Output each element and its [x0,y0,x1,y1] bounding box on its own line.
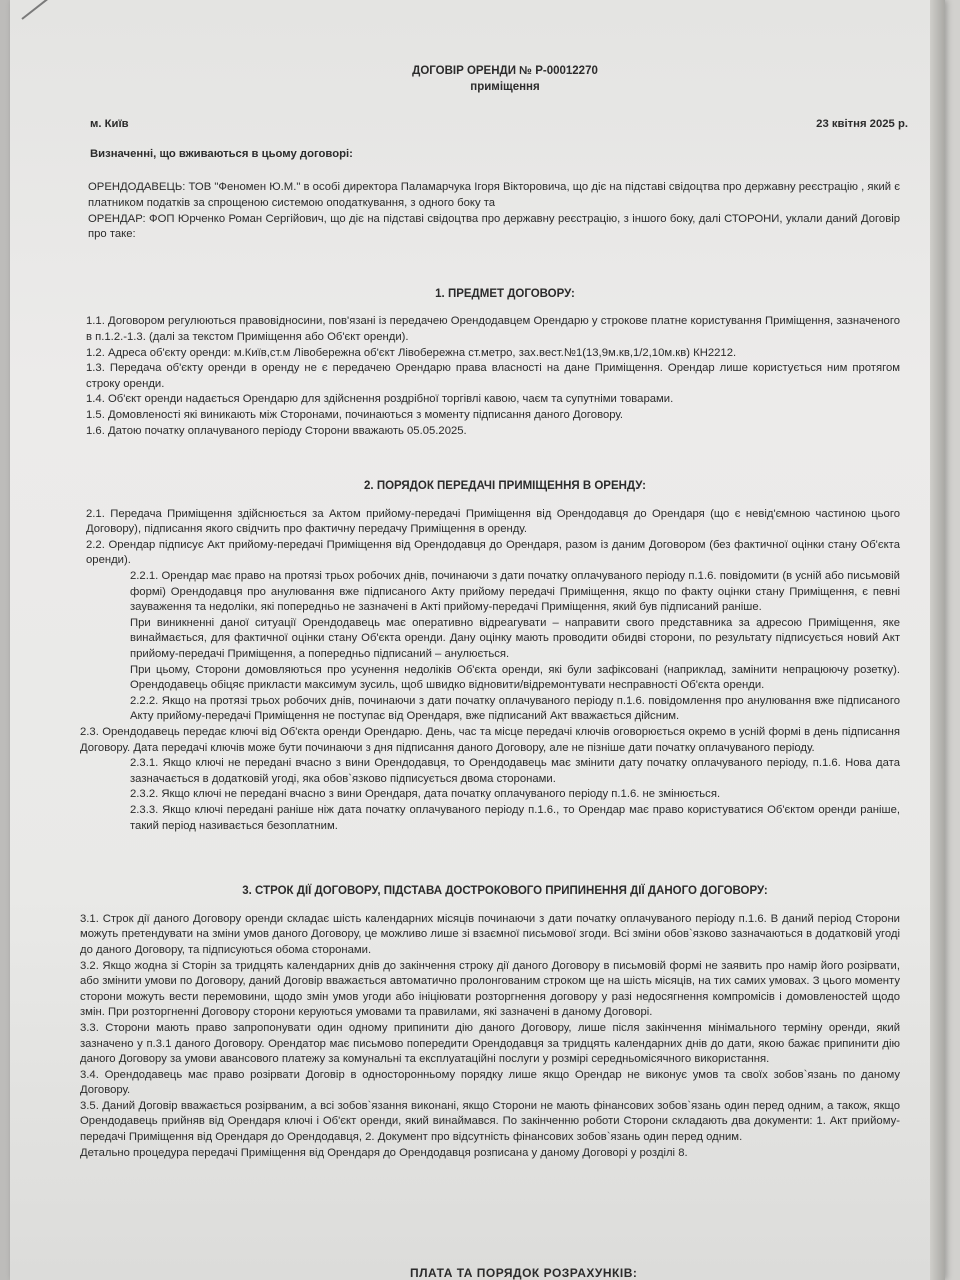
document-title: ДОГОВІР ОРЕНДИ № Р-00012270 [412,65,598,77]
clause-1-1: 1.1. Договором регулюються правовідносини, пов'язані із передачею Орендодавцем Орендарю у строкове платне користування Приміщення, зазначеного в п.1.2.-1.3. (далі за текстом Приміщення або Об'єкт оренди). [86,315,900,343]
clause-2-2-1-note-b: При цьому, Сторони домовляються про усунення недоліків Об'єкта оренди, які були зафіксовані (наприклад, замінити непрацюючу розетку). Орендодавець обіцяє прикласти максимум зусиль, щоб швидко відновити/відремонтувати несправності Об'єкта оренди. [130,663,900,692]
clause-2-2-1-note-a: При виникненні даної ситуації Орендодавець має оперативно відреагувати – направити свого представника за адресою Приміщення, яке винаймається, для фактичної оцінки стану Об'єкта оренди. Дану оцінку мають проводити обидві сторони, по результату підписується новий Акт прийому-передачі Приміщення, а попередньо підписаний – анулюється. [130,616,900,661]
clause-1-2: 1.2. Адреса об'єкту оренди: м.Київ,ст.м Лівобережна об'єкт Лівобережна ст.метро, зах.вест.№1(13,9м.кв,1/2,10м.кв) КН2212. [86,346,737,359]
document-sheet [10,0,945,1280]
section-1-body [70,314,900,439]
clause-2-3-3: 2.3.3. Якщо ключі передані раніше ніж дата початку оплачуваного періоду п.1.6., то Орендар має право користуватися Об'єктом оренди раніше, такий період називається безоплатним. [130,803,900,832]
section-2-keys [70,725,900,756]
clause-3-1: 3.1. Строк дії даного Договору оренди складає шість календарних місяців починаючи з дати початку оплачуваного періоду п.1.6. В даний період Сторони можуть претендувати на зміни умов даного Договору, це можливо лише зі взаємної письмової згоди. Всі зміни обов`язково зазначаються в додатковій угоді до даного Договору, та підписуються обома сторонами. [80,912,900,956]
clause-1-3: 1.3. Передача об'єкту оренди в оренду не є передачею Орендарю права власності на дане Приміщення. Орендар лише користується ним протягом строку оренди. [86,362,900,390]
document-content [70,50,908,1161]
clause-1-4: 1.4. Об'єкт оренди надається Орендарю для здійснення роздрібної торгівлі кавою, чаєм та супутніми товарами. [86,393,674,406]
tenant-paragraph: ОРЕНДАР: ФОП Юрченко Роман Сергійович, що діє на підставі свідоцтва про державну реєстрацію, з іншого боку, далі СТОРОНИ, уклали даний Договір про таке: [88,212,900,241]
clause-1-5: 1.5. Домовленості які виникають між Сторонами, починаються з моменту підписання даного Договору. [86,408,624,421]
clause-2-3: 2.3. Орендодавець передає ключі від Об'єкта оренди Орендарю. День, час та місце передачі ключів оговорюється окремо в усній формі в день підписання Договору. Дата передачі ключів може бути починаючи з дня підписання даного Договору, але не пізніше дати початку оплачуваного періоду. [80,726,900,754]
clause-3-3: 3.3. Сторони мають право запропонувати один одному припинити дію даного Договору, лише після закінчення мінімального терміну оренди, який зазначено у п.3.1 даного Договору. Орендатор має письмово попередити Орендодавця за тридцять календарних днів до дати, якою бажає припинити дію даного Договору за умови авансового платежу за комунальні та експлуатаційні послуги у розмірі середньомісячного використання. [80,1021,900,1066]
definitions-heading: Визначенні, що вживаються в цьому договорі: [90,147,353,160]
section-3-title: 3. СТРОК ДІЇ ДОГОВОРУ, ПІДСТАВА ДОСТРОКОВОГО ПРИПИНЕННЯ ДІЇ ДАНОГО ДОГОВОРУ: [242,885,768,898]
page-edge [930,0,945,1280]
landlord-paragraph: ОРЕНДОДАВЕЦЬ: ТОВ "Феномен Ю.М." в особі директора Паламарчука Ігоря Вікторовича, що діє на підставі свідоцтва про державну реєстрацію , який є платником податків за спрощеною системою оподаткування, з одного боку та [88,181,900,209]
clause-2-2: 2.2. Орендар підписує Акт прийому-передачі Приміщення від Орендодавця до Орендаря, разом із даним Договором (без фактичної оцінки стану Об'єкта оренди). [86,538,900,567]
section-2-keys-sub [70,756,900,834]
clause-3-detail: Детально процедура передачі Приміщення від Орендаря до Орендодавця розписана у даному Договорі у розділі 8. [80,1146,688,1159]
clause-2-2-1: 2.2.1. Орендар має право на протязі трьох робочих днів, починаючи з дати початку оплачуваного періоду п.1.6. повідомити (в усній або письмовій формі) Орендодавця про анулювання вже підписаного Акту прийому передачі Приміщення, якщо по факту оцінки стану Приміщення, є певні зауваження та недоліки, які попередньо не зазначені в Акті прийому-передачі Приміщення, який був підписаний раніше. [130,570,900,614]
clause-3-5: 3.5. Даний Договір вважається розірваним, а всі зобов`язання виконані, якщо Сторони не мають фінансових зобов`язань один перед одним, а також, якщо Орендодавець прийняв від Орендаря ключі і Об'єкт оренди, який винаймався. По закінченню роботи Сторони складають два документи: 1. Акт прийому-передачі Приміщення від Орендаря до Орендодавця, 2. Документ про відсутність фінансових зобов`язань один перед одним. [80,1099,900,1144]
section-2-body [70,507,900,569]
city-date-row [70,117,908,133]
clause-1-6: 1.6. Датою початку оплачуваного періоду Сторони вважають 05.05.2025. [86,424,467,437]
section-3-body [70,912,900,1162]
clause-2-3-2: 2.3.2. Якщо ключі не передані вчасно з вини Орендаря, дата початку оплачуваного періоду п.1.6. не змінюється. [130,788,721,801]
next-section-title-cut: ПЛАТА ТА ПОРЯДОК РОЗРАХУНКІВ: [410,1266,638,1280]
city: м. Київ [90,118,129,131]
clause-2-1: 2.1. Передача Приміщення здійснюється за Актом прийому-передачі Приміщення від Орендодавця до Орендаря (що є невід'ємною частиною цього Договору), підписання якого свідчить про фактичну передачу Приміщення в оренду. [86,507,900,536]
clause-3-4: 3.4. Орендодавець має право розірвати Договір в односторонньому порядку лише якщо Орендар не виконує умов та своїх зобов`язань по даному Договору. [80,1068,900,1097]
parties-block [70,180,900,242]
contract-date: 23 квітня 2025 р. [816,118,908,131]
clause-3-2: 3.2. Якщо жодна зі Сторін за тридцять календарних днів до закінчення строку дії даного Договору в письмовій формі не заявить про намір його розірвати, або змінити умови по Договору, даний Договір вважається автоматично пролонгованим строком ще на шість місяців, на тих самих умовах. З цього моменту сторони можуть вести перемовини, щодо змін умов угоди або ініціювати розторгнення договору у разі недосягнення компромісів і домовленостей щодо змін. При розторгненні Договору сторони керуються умовами та правилами, які зазначені в даному Договорі. [80,959,900,1019]
section-2-sub [70,569,900,725]
section-2-title: 2. ПОРЯДОК ПЕРЕДАЧІ ПРИМІЩЕННЯ В ОРЕНДУ: [364,480,646,493]
clause-2-3-1: 2.3.1. Якщо ключі не передані вчасно з вини Орендодавця, то Орендодавець має змінити дату початку оплачуваного періоду, п.1.6. Нова дата зазначається в додатковій угоді, яка обов`язково підписується двома сторонами. [130,757,900,785]
document-subtitle: приміщення [470,80,540,93]
pen-mark [21,0,62,20]
clause-2-2-2: 2.2.2. Якщо на протязі трьох робочих днів, починаючи з дати початку оплачуваного періоду п.1.6. повідомлення про анулювання вже підписаного Акту прийому-передачі Приміщення не поступає від Орендаря, вже підписаний Акт вважається дійсним. [130,694,900,723]
section-1-title: 1. ПРЕДМЕТ ДОГОВОРУ: [435,287,575,300]
